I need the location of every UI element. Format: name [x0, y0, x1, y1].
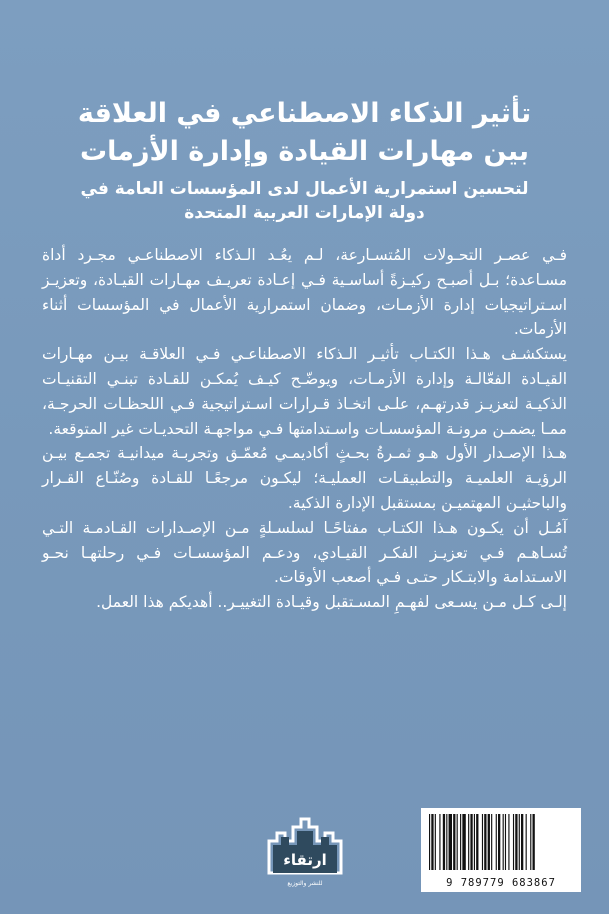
- publisher-logo-icon: [255, 815, 355, 897]
- barcode-bar: [476, 814, 478, 870]
- barcode-bar: [453, 814, 455, 870]
- barcode-bar: [526, 814, 527, 870]
- barcode-bar: [460, 814, 461, 870]
- barcode-bar: [482, 814, 483, 870]
- barcode-bar: [457, 814, 458, 870]
- barcode-bar: [446, 814, 447, 870]
- isbn-number: 9 789779 683867: [446, 877, 556, 889]
- barcode-bar: [462, 814, 465, 870]
- barcode-bar: [533, 814, 535, 870]
- barcode-bar: [431, 814, 433, 870]
- subtitle-line-1: لتحسين استمرارية الأعمال لدى المؤسسات العامة في: [80, 179, 529, 199]
- publisher-logo: [255, 815, 355, 897]
- barcode-bar: [491, 814, 492, 870]
- barcode-bar: [505, 814, 506, 870]
- barcode-bar: [439, 814, 440, 870]
- book-title: [30, 95, 579, 171]
- publisher-logo-name: ارتقاء: [283, 851, 327, 869]
- blurb-text: [42, 243, 567, 615]
- barcode-bar: [429, 814, 430, 870]
- barcode-bar: [488, 814, 490, 870]
- barcode-bar: [515, 814, 517, 870]
- barcode-bar: [508, 814, 509, 870]
- isbn-barcode: [421, 808, 581, 892]
- barcode-bar: [468, 814, 469, 870]
- book-subtitle: [60, 177, 549, 225]
- barcode-bar: [503, 814, 504, 870]
- barcode-bar: [513, 814, 514, 870]
- barcode-bar: [443, 814, 445, 870]
- blurb-paragraph-5: إلـى كـل مـن يسـعى لفهـمِ المسـتقبل وقيـادة التغييـر.. أهديكم هذا العمل.: [96, 593, 567, 612]
- barcode-bar: [470, 814, 472, 870]
- blurb-paragraph-3: هـذا الإصـدار الأول هـو ثمـرةُ بحـثٍ أكاديمـي مُعمّـق وتجربـة ميدانيـة تجمـع بيـن الرؤيـة العلميـة والتطبيقـات العمليـة؛ ليكـون مرجعًـا للقـادة وصُنّـاع القـرار والباحثيـن المهتميـن بمستقبل الإدارة الذكية.: [42, 444, 567, 512]
- barcode-bar: [519, 814, 520, 870]
- publisher-logo-tagline: للنشر والتوزيع: [287, 880, 323, 887]
- barcode-bar: [498, 814, 500, 870]
- barcode-bar: [530, 814, 531, 870]
- barcode-bar: [474, 814, 475, 870]
- blurb-paragraph-2: يستكشـف هـذا الكتـاب تأثيـر الـذكاء الاصطناعـي فـي العلاقـة بيـن مهـارات القيـادة الفعّالـة وإدارة الأزمـات، ويوضّـح كيـف يُمكـن للقـادة تبنـي التقنيـات الذكيـة لتعزيـز قدرتهـم، علـى اتخـاذ قـرارات اسـتراتيجية فـي اللحظـات الحرجـة، ممـا يضمـن مرونـة المؤسسـات واسـتدامتها فـي مواجهـة التحديـات غير المتوقعة.: [42, 345, 567, 438]
- barcode-bars: [421, 808, 581, 874]
- title-line-2: بين مهارات القيادة وإدارة الأزمات: [80, 136, 529, 167]
- barcode-bar: [449, 814, 452, 870]
- barcode-bar: [484, 814, 486, 870]
- barcode-bar: [435, 814, 436, 870]
- barcode-bar: [521, 814, 523, 870]
- blurb-paragraph-1: فـي عصـر التحـولات المُتسـارعة، لـم يعُـد الـذكاء الاصطناعـي مجـرد أداة مسـاعدة؛ بـل أصبـح ركيـزةً أساسـية فـي إعـادة تعريـف مهـارات القيـادة، وتعزيـز اسـتراتيجيات إدارة الأزمـات، وضمان استمرارية الأعمال في المؤسسات أثناء الأزمات.: [42, 246, 567, 339]
- barcode-bar: [496, 814, 497, 870]
- title-line-1: تأثير الذكاء الاصطناعي في العلاقة: [77, 98, 532, 129]
- blurb-paragraph-4: آمُـل أن يكـون هـذا الكتـاب مفتاحًـا لسلسـلةٍ مـن الإصـدارات القـادمـة التـي تُسـاهـم فـي تعزيـز الفكـر القيـادي، ودعـم المؤسسـات فـي رحلتهـا نحـو الاسـتدامة والابتـكار حتـى فـي أصعب الأوقات.: [42, 518, 567, 587]
- subtitle-line-2: دولة الإمارات العربية المتحدة: [184, 203, 425, 223]
